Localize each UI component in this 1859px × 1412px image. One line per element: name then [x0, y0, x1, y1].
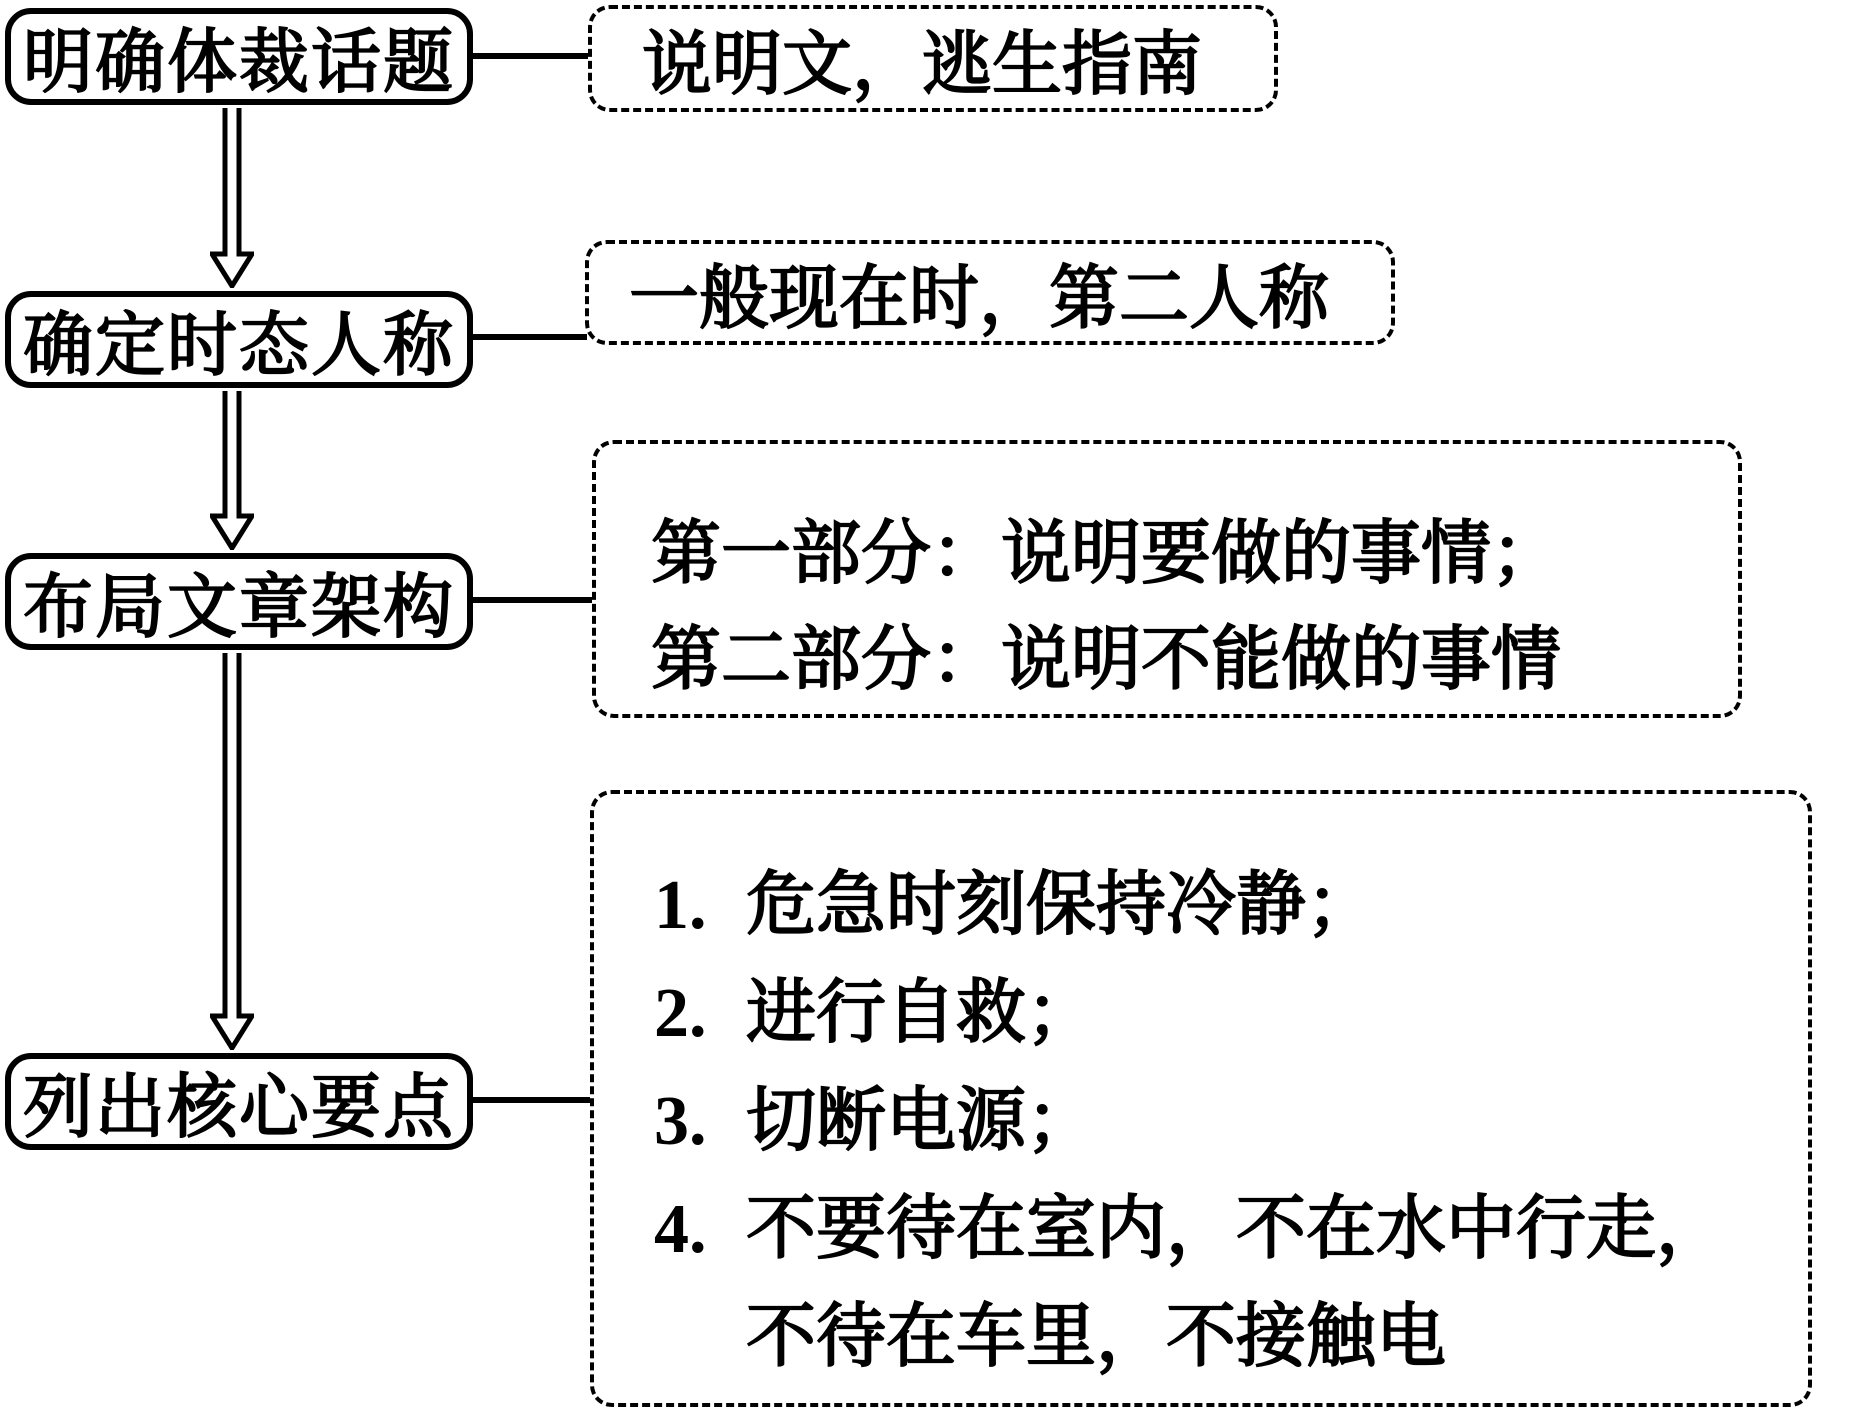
list-item-text: 危急时刻保持冷静；	[746, 867, 1376, 944]
list-item-number: 3.	[654, 1083, 707, 1160]
list-item-text: 不待在车里，不接触电	[746, 1299, 1446, 1376]
step-label: 布局文章架构	[23, 570, 455, 647]
list-item-number: 4.	[654, 1191, 707, 1268]
step-box-genre-topic	[5, 8, 473, 105]
note-box-tense-person	[585, 240, 1395, 345]
list-item	[654, 960, 1808, 1068]
step-box-tense-person	[5, 291, 473, 388]
connector-line-1	[470, 53, 590, 59]
down-arrow-icon	[210, 108, 254, 288]
list-item-text: 进行自救；	[746, 975, 1096, 1052]
step-label: 明确体裁话题	[23, 25, 455, 102]
list-item-text: 切断电源；	[746, 1083, 1096, 1160]
step-box-key-points	[5, 1053, 473, 1150]
note-box-structure	[592, 440, 1742, 718]
note-box-genre-topic	[588, 5, 1278, 112]
down-arrow-icon	[210, 653, 254, 1050]
step-box-structure	[5, 553, 473, 650]
step-label: 列出核心要点	[23, 1070, 455, 1147]
list-item-continuation	[654, 1284, 1808, 1392]
note-box-key-points	[590, 790, 1812, 1407]
note-text-line: 第一部分：说明要做的事情；	[651, 516, 1561, 593]
note-text: 说明文，逃生指南	[642, 27, 1202, 104]
step-label: 确定时态人称	[23, 308, 455, 385]
note-text: 一般现在时，第二人称	[629, 261, 1329, 338]
connector-line-3	[470, 597, 594, 603]
connector-line-4	[470, 1097, 592, 1103]
note-text-line: 第二部分：说明不能做的事情	[651, 622, 1561, 699]
list-item-number: 1.	[654, 867, 707, 944]
connector-line-2	[470, 334, 587, 340]
list-item-number	[654, 1284, 746, 1392]
list-item-text: 不要待在室内，不在水中行走，	[746, 1191, 1726, 1268]
list-item	[654, 1176, 1808, 1284]
list-item	[654, 852, 1808, 960]
list-item	[654, 1068, 1808, 1176]
down-arrow-icon	[210, 391, 254, 550]
list-item-number: 2.	[654, 975, 707, 1052]
